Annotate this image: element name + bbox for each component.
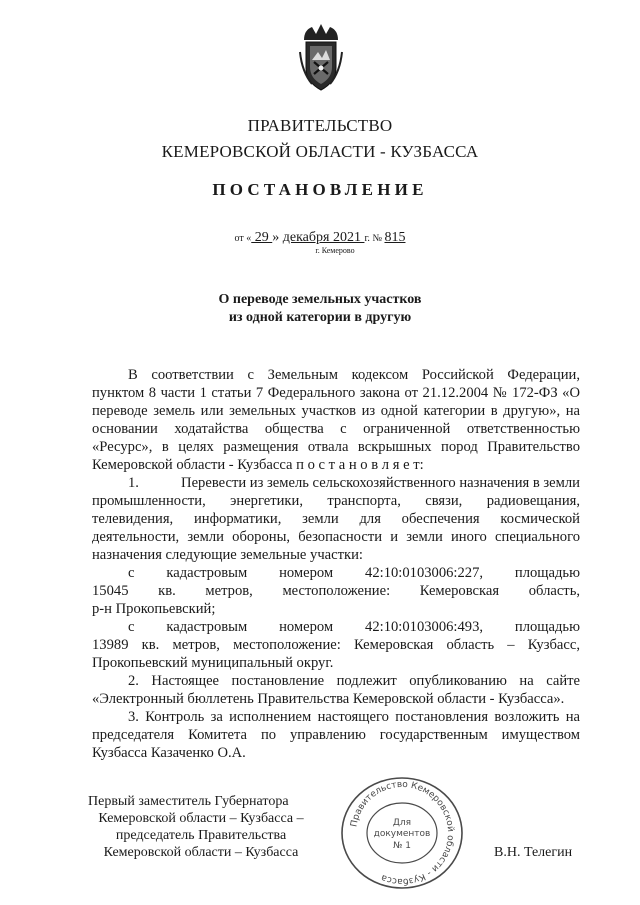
item3-line: Кузбасса Казаченко О.А. [92,745,246,761]
item2-line: «Электронный бюллетень Правительства Кемеровской области - Кузбасса». [92,691,565,707]
plot2-line: 13989 кв. метров, местоположение: Кемеровская область – Кузбасс, [92,637,580,653]
item3-line: 3. Контроль за исполнением настоящего постановления возложить на [128,709,580,725]
position-line: Кемеровской области – Кузбасса – [98,811,304,826]
document-type-title: ПОСТАНОВЛЕНИЕ [212,180,428,199]
plot2-line: с кадастровым номером 42:10:0103006:493, площадью [128,619,580,635]
official-stamp [338,775,466,891]
plot2-line: Прокопьевский муниципальный округ. [92,655,334,671]
item1-number: 1. [128,475,139,491]
paragraph-line: телевидения, информатики, земли для обеспечения космической [92,511,580,527]
paragraph-line: пунктом 8 части 1 статьи 7 Федерального закона от 21.12.2004 № 172-ФЗ «О [92,385,580,401]
plot1-line: 15045 кв. метров, местоположение: Кемеровская область, [92,583,580,599]
subject-line2: из одной категории в другую [228,310,412,325]
stamp-inner-line1: Для [392,818,412,828]
date-mid: » [272,230,283,245]
number-prefix: № [369,233,385,244]
position-line: Кемеровской области – Кузбасса [103,845,299,860]
date-day: 29 [251,230,273,245]
paragraph-line: промышленности, энергетики, транспорта, связи, радиовещания, [92,493,580,509]
stamp-inner-line3: № 1 [393,841,411,851]
date-month-year: декабря 2021 [282,230,365,245]
date-year-suffix: г. [364,233,370,244]
paragraph-line: назначения следующие земельные участки: [92,547,363,563]
subject-line1: О переводе земельных участков [218,292,422,307]
document-body [92,366,580,762]
paragraph-line: В соответствии с Земельным кодексом Российской Федерации, [128,367,580,383]
government-name-line2: КЕМЕРОВСКОЙ ОБЛАСТИ - КУЗБАССА [161,142,479,161]
item1-first-line [92,474,580,492]
paragraph-line: деятельности, земли обороны, безопасности и земли иного специального [92,529,580,545]
document-date-number [0,230,640,246]
signatory-position [88,793,314,861]
item2-line: 2. Настоящее постановление подлежит опубликованию на сайте [128,673,580,689]
item3-line: председателя Комитета по управлению государственным имуществом [92,727,580,743]
government-name-line1: ПРАВИТЕЛЬСТВО [247,116,393,135]
plot1-line: р-н Прокопьевский; [92,601,216,617]
stamp-ring-text: Правительство Кемеровской области - Кузбасса [349,779,456,887]
position-line: председатель Правительства [115,828,287,843]
item1-text: Перевести из земель сельскохозяйственного назначения в земли [181,475,580,491]
paragraph-line: «Ресурс», в целях размещения отвала вскрышных пород Правительство [92,439,580,455]
paragraph-line: переводе земель или земельных участков из одной категории в другую», на [92,403,580,419]
date-prefix: от « [234,233,252,244]
document-city: г. Кемерово [315,246,355,255]
position-line: Первый заместитель Губернатора [88,794,289,809]
stamp-inner-line2: документов [373,829,431,839]
paragraph-line: основании ходатайства общества с ограниченной ответственностью [92,421,580,437]
coat-of-arms-icon [298,22,344,94]
signer-name: В.Н. Телегин [494,845,573,860]
paragraph-line: Кемеровской области - Кузбасса п о с т а н о в л я е т: [92,457,424,473]
plot1-line: с кадастровым номером 42:10:0103006:227, площадью [128,565,580,581]
document-number: 815 [384,230,406,245]
